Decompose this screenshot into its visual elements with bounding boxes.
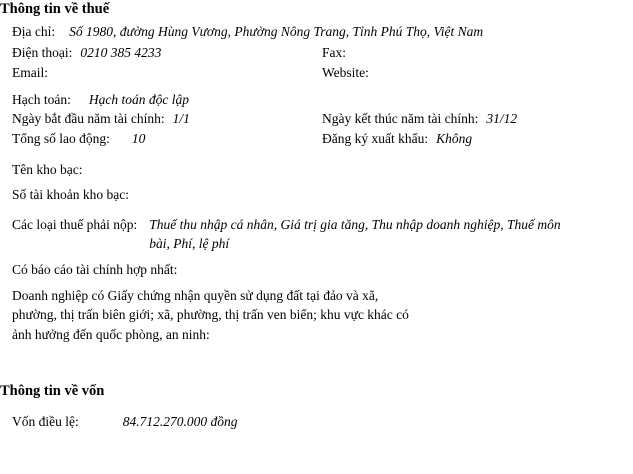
email-group [12, 63, 322, 83]
fiscal-start-value: 1/1 [172, 111, 190, 127]
employees-value: 10 [131, 131, 146, 147]
fiscal-year-row [12, 109, 623, 129]
fax-label: Fax: [322, 45, 347, 61]
email-label: Email: [12, 65, 48, 81]
address-value: Số 1980, đường Hùng Vương, Phường Nông Trang, Tỉnh Phú Thọ, Việt Nam [69, 23, 484, 39]
treasury-account-row [12, 185, 623, 205]
accounting-value: Hạch toán độc lập [88, 91, 189, 107]
employees-export-row [12, 129, 623, 149]
capital-section-title: Thông tin về vốn [0, 383, 105, 400]
capital-information-section [0, 382, 633, 431]
charter-capital-value: 84.712.270.000 đồng [122, 413, 238, 429]
website-group [322, 63, 377, 83]
employees-label: Tổng số lao động: [12, 131, 110, 147]
fiscal-end-value: 31/12 [486, 111, 518, 127]
phone-fax-row [12, 43, 623, 63]
tax-fields-block [0, 22, 633, 345]
website-value [369, 63, 377, 83]
charter-capital-row [12, 412, 623, 432]
treasury-name-row [12, 160, 623, 180]
fiscal-end-label: Ngày kết thúc năm tài chính: [322, 111, 479, 127]
charter-capital-label: Vốn điều lệ: [12, 413, 79, 429]
taxes-payable-label: Các loại thuế phải nộp: [12, 216, 138, 232]
capital-fields-block [0, 412, 633, 432]
phone-value: 0210 385 4233 [80, 45, 162, 61]
employees-group [12, 129, 322, 149]
fax-group [322, 43, 354, 63]
export-registration-value: Không [436, 131, 473, 147]
treasury-name-label: Tên kho bạc: [12, 161, 83, 177]
phone-label: Điện thoại: [12, 45, 73, 61]
consolidated-report-label: Có báo cáo tài chính hợp nhất: [12, 261, 178, 277]
fiscal-start-label: Ngày bắt đầu năm tài chính: [12, 111, 165, 127]
email-value [48, 63, 56, 83]
accounting-row [12, 90, 623, 110]
address-label: Địa chỉ: [12, 23, 56, 39]
treasury-account-label: Số tài khoản kho bạc: [12, 187, 129, 203]
accounting-label: Hạch toán: [12, 91, 71, 107]
tax-section-title: Thông tin về thuế [0, 1, 110, 17]
fiscal-end-group [322, 109, 517, 129]
phone-group [12, 43, 322, 63]
consolidated-report-row [12, 260, 623, 280]
taxes-payable-row [12, 215, 623, 254]
taxes-payable-value: Thuế thu nhập cá nhân, Giá trị gia tăng, Thu nhập doanh nghiệp, Thuế môn bài, Phí, lệ phí [149, 216, 561, 252]
fiscal-start-group [12, 109, 322, 129]
fax-value [346, 43, 354, 63]
email-website-row [12, 63, 623, 83]
land-use-certificate-label: Doanh nghiệp có Giấy chứng nhận quyền sử dụng đất tại đảo và xã, phường, thị trấn biên giới; xã, phường, thị trấn ven biển; khu vực khác có ảnh hưởng đến quốc phòng, an ninh: [12, 287, 409, 342]
website-label: Website: [322, 65, 369, 81]
export-registration-group [322, 129, 472, 149]
export-registration-label: Đăng ký xuất khẩu: [322, 131, 429, 147]
address-row [12, 22, 623, 42]
